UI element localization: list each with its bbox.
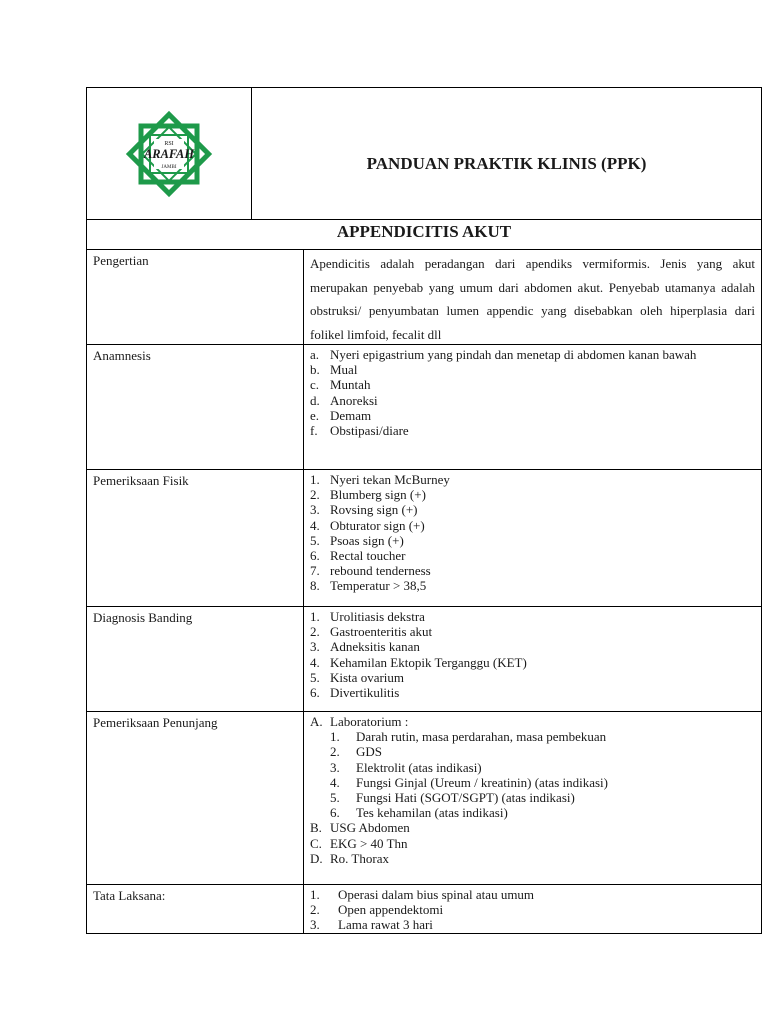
row-content <box>304 607 761 711</box>
list-item <box>330 775 755 790</box>
list-item <box>310 887 755 902</box>
list-marker: 1. <box>310 472 320 487</box>
list-item <box>310 533 755 548</box>
laboratorium-sublist <box>310 729 755 820</box>
list-marker: B. <box>310 820 322 836</box>
list-marker: f. <box>310 423 318 439</box>
row-anamnesis <box>87 345 761 470</box>
list-item <box>310 851 755 866</box>
list-item <box>310 423 755 438</box>
logo-top-text: RSI <box>164 140 174 147</box>
list-item <box>310 472 755 487</box>
row-label: Tata Laksana: <box>87 885 304 933</box>
list-marker: 8. <box>310 578 320 594</box>
list-text: Divertikulitis <box>330 685 400 701</box>
list-marker: 2. <box>330 744 340 760</box>
list-item <box>310 347 755 362</box>
list-marker: a. <box>310 347 320 362</box>
list-text: Blumberg sign (+) <box>330 487 426 503</box>
topic-title: APPENDICITIS AKUT <box>87 220 761 250</box>
list-text: Ro. Thorax <box>330 850 389 866</box>
list-marker: 5. <box>330 790 340 806</box>
list-text: Demam <box>330 407 372 423</box>
list-text: Urolitiasis dekstra <box>330 609 425 624</box>
list-text: Obstipasi/diare <box>330 423 409 439</box>
list-marker: 3. <box>310 639 320 655</box>
list-marker: 3. <box>310 917 320 933</box>
list-item <box>310 518 755 533</box>
list-marker: 2. <box>310 624 320 640</box>
list-item <box>310 609 755 624</box>
list-text: Operasi dalam bius spinal atau umum <box>338 887 535 902</box>
list-item <box>330 790 755 805</box>
list-marker: 6. <box>310 548 320 564</box>
list-item <box>310 393 755 408</box>
list-marker: 2. <box>310 487 320 503</box>
list-item <box>310 548 755 563</box>
diagnosis-banding-list <box>310 609 755 700</box>
pemeriksaan-penunjang-list <box>310 714 755 820</box>
list-text: Nyeri tekan McBurney <box>330 472 450 487</box>
pemeriksaan-fisik-list <box>310 472 755 594</box>
row-content <box>304 250 761 344</box>
list-text: Tes kehamilan (atas indikasi) <box>356 805 508 821</box>
list-marker: 4. <box>330 774 340 790</box>
list-text: Nyeri epigastrium yang pindah dan menetap di abdomen kanan bawah <box>330 347 697 362</box>
list-text: Kehamilan Ektopik Terganggu (KET) <box>330 654 527 670</box>
list-marker: 4. <box>310 654 320 670</box>
list-marker: A. <box>310 714 323 729</box>
list-item <box>310 655 755 670</box>
list-text: Darah rutin, masa perdarahan, masa pembekuan <box>356 729 607 745</box>
list-marker: b. <box>310 362 320 378</box>
rsi-arafah-logo <box>117 102 221 206</box>
list-text: Rovsing sign (+) <box>330 502 418 518</box>
document-title: PANDUAN PRAKTIK KLINIS (PPK) <box>366 153 647 173</box>
list-marker: e. <box>310 407 320 423</box>
list-item <box>310 578 755 593</box>
list-marker: 5. <box>310 669 320 685</box>
list-marker: 7. <box>310 563 320 579</box>
list-item <box>310 917 755 932</box>
list-text: Obturator sign (+) <box>330 517 425 533</box>
list-text: Psoas sign (+) <box>330 532 404 548</box>
list-item <box>310 836 755 851</box>
list-item <box>310 377 755 392</box>
row-label: Pengertian <box>87 250 304 344</box>
list-item <box>330 805 755 820</box>
list-text: Kista ovarium <box>330 669 405 685</box>
tata-laksana-list <box>310 887 755 933</box>
list-item <box>310 639 755 654</box>
ppk-document <box>86 87 762 934</box>
row-label: Diagnosis Banding <box>87 607 304 711</box>
list-marker: 6. <box>310 685 320 701</box>
list-marker: 4. <box>310 517 320 533</box>
row-pemeriksaan-penunjang <box>87 712 761 885</box>
list-marker: 3. <box>310 502 320 518</box>
logo-bottom-text: JAMBI <box>161 164 177 170</box>
logo-name-text: ARAFAH <box>143 145 195 161</box>
row-label: Pemeriksaan Fisik <box>87 470 304 606</box>
list-text: rebound tenderness <box>330 563 431 579</box>
list-item <box>330 760 755 775</box>
list-text: Anoreksi <box>330 392 378 408</box>
row-tata-laksana <box>87 885 761 933</box>
list-text: GDS <box>356 744 383 760</box>
list-text: Fungsi Hati (SGOT/SGPT) (atas indikasi) <box>356 790 575 806</box>
row-content <box>304 470 761 606</box>
list-item <box>310 563 755 578</box>
logo-cell <box>87 88 252 219</box>
row-content <box>304 712 761 884</box>
list-text: Elektrolit (atas indikasi) <box>356 759 482 775</box>
list-item <box>310 902 755 917</box>
list-item <box>310 502 755 517</box>
list-marker: 1. <box>330 729 340 745</box>
row-content <box>304 345 761 469</box>
list-text: EKG > 40 Thn <box>330 835 408 851</box>
row-content <box>304 885 761 933</box>
list-text: Muntah <box>330 377 371 393</box>
list-item <box>310 487 755 502</box>
list-text: USG Abdomen <box>330 820 410 836</box>
list-marker: D. <box>310 850 323 866</box>
list-item <box>310 714 755 729</box>
list-text: Fungsi Ginjal (Ureum / kreatinin) (atas indikasi) <box>356 774 609 790</box>
list-marker: 1. <box>310 887 320 902</box>
list-marker: 3. <box>330 759 340 775</box>
row-label: Anamnesis <box>87 345 304 469</box>
list-text: Rectal toucher <box>330 548 406 564</box>
row-label: Pemeriksaan Penunjang <box>87 712 304 884</box>
penunjang-other-list <box>310 820 755 866</box>
anamnesis-list <box>310 347 755 438</box>
list-text: Gastroenteritis akut <box>330 624 433 640</box>
list-marker: d. <box>310 392 320 408</box>
list-text: Laboratorium : <box>330 714 409 729</box>
list-text: Temperatur > 38,5 <box>330 578 427 594</box>
list-item <box>310 624 755 639</box>
document-header <box>87 88 761 220</box>
row-diagnosis-banding <box>87 607 761 712</box>
definition-text: Apendicitis adalah peradangan dari apendiks vermiformis. Jenis yang akut merupakan penyebab yang umum dari abdomen akut. Penyebab utamanya adalah obstruksi/ penyumbatan lumen appendic yang disebabkan oleh hiperplasia dari folikel limfoid, fecalit dll <box>310 256 755 342</box>
list-item <box>330 744 755 759</box>
list-item <box>310 670 755 685</box>
list-marker: 2. <box>310 902 320 918</box>
list-item <box>330 729 755 744</box>
sublist-container <box>310 729 755 820</box>
list-marker: 1. <box>310 609 320 624</box>
row-pemeriksaan-fisik <box>87 470 761 607</box>
list-text: Open appendektomi <box>338 902 444 918</box>
list-marker: C. <box>310 835 322 851</box>
list-item <box>310 408 755 423</box>
list-item <box>310 685 755 700</box>
list-item <box>310 362 755 377</box>
list-marker: 5. <box>310 532 320 548</box>
list-text: Adneksitis kanan <box>330 639 420 655</box>
list-marker: c. <box>310 377 320 393</box>
list-text: Mual <box>330 362 358 378</box>
list-marker: 6. <box>330 805 340 821</box>
list-text: Lama rawat 3 hari <box>338 917 433 933</box>
row-pengertian <box>87 250 761 345</box>
list-item <box>310 820 755 835</box>
